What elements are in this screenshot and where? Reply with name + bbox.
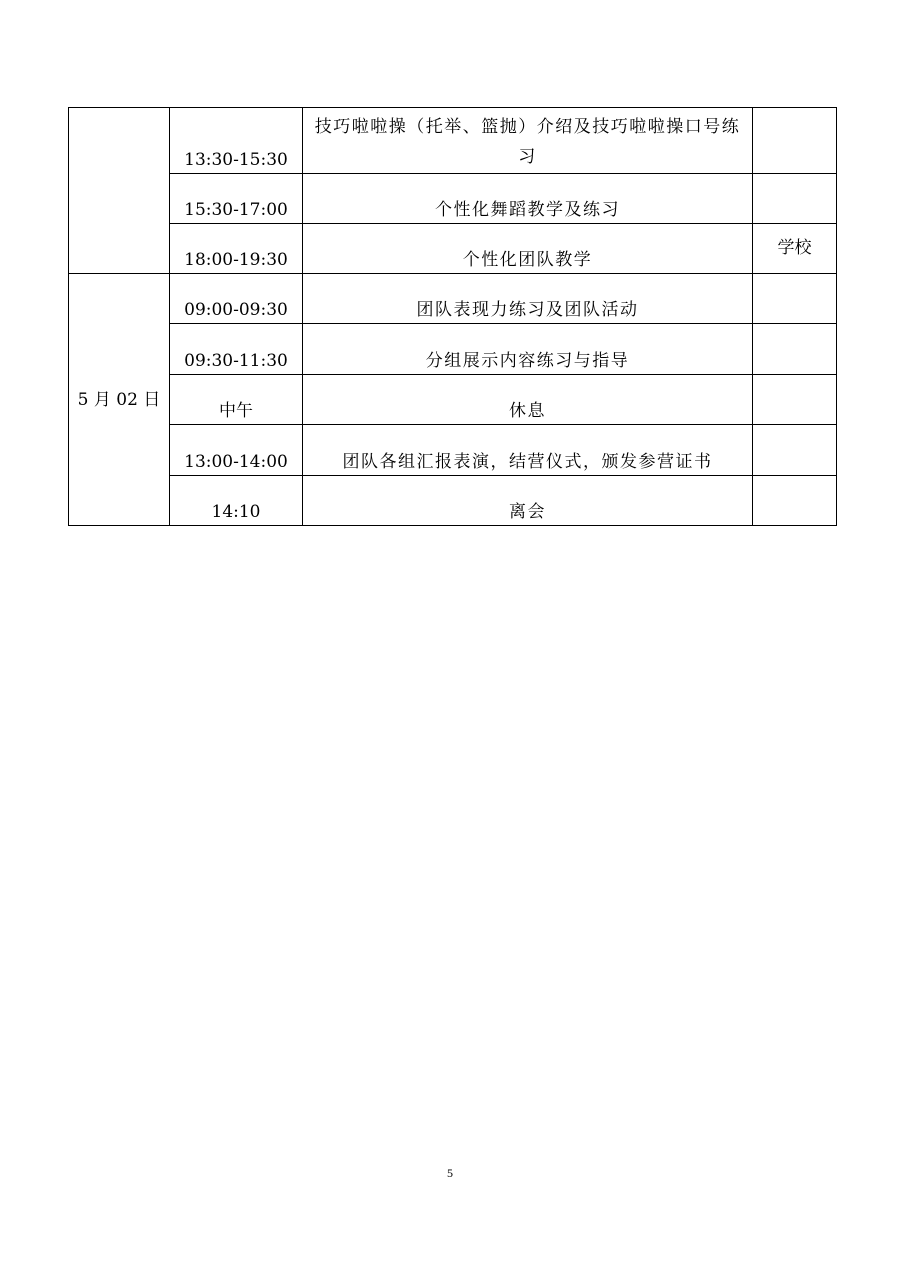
table-row [69,174,837,224]
activity-cell: 离会 [303,476,753,526]
activity-cell: 个性化团队教学 [303,224,753,274]
table-row [69,274,837,324]
activity-cell: 休息 [303,375,753,425]
venue-cell [753,274,837,324]
activity-cell: 团队各组汇报表演，结营仪式，颁发参营证书 [303,425,753,476]
time-cell: 15:30-17:00 [170,174,303,224]
time-cell: 中午 [170,375,303,425]
page-number: 5 [447,1166,453,1180]
time-cell: 13:30-15:30 [170,108,303,174]
venue-cell [753,476,837,526]
venue-cell: 学校 [753,224,837,274]
time-cell: 14:10 [170,476,303,526]
activity-cell: 团队表现力练习及团队活动 [303,274,753,324]
venue-cell [753,108,837,174]
time-cell: 18:00-19:30 [170,224,303,274]
activity-cell: 个性化舞蹈教学及练习 [303,174,753,224]
table-row [69,108,837,174]
table-row [69,375,837,425]
activity-cell: 技巧啦啦操（托举、篮抛）介绍及技巧啦啦操口号练习 [303,108,753,174]
venue-cell [753,425,837,476]
time-cell: 13:00-14:00 [170,425,303,476]
date-cell [69,108,170,274]
venue-cell [753,324,837,375]
table-row [69,425,837,476]
venue-cell [753,174,837,224]
time-cell: 09:00-09:30 [170,274,303,324]
date-cell: 5 月 02 日 [69,274,170,526]
table-row [69,224,837,274]
table-row [69,476,837,526]
schedule-table [68,107,837,526]
time-cell: 09:30-11:30 [170,324,303,375]
venue-cell [753,375,837,425]
activity-cell: 分组展示内容练习与指导 [303,324,753,375]
table-row [69,324,837,375]
